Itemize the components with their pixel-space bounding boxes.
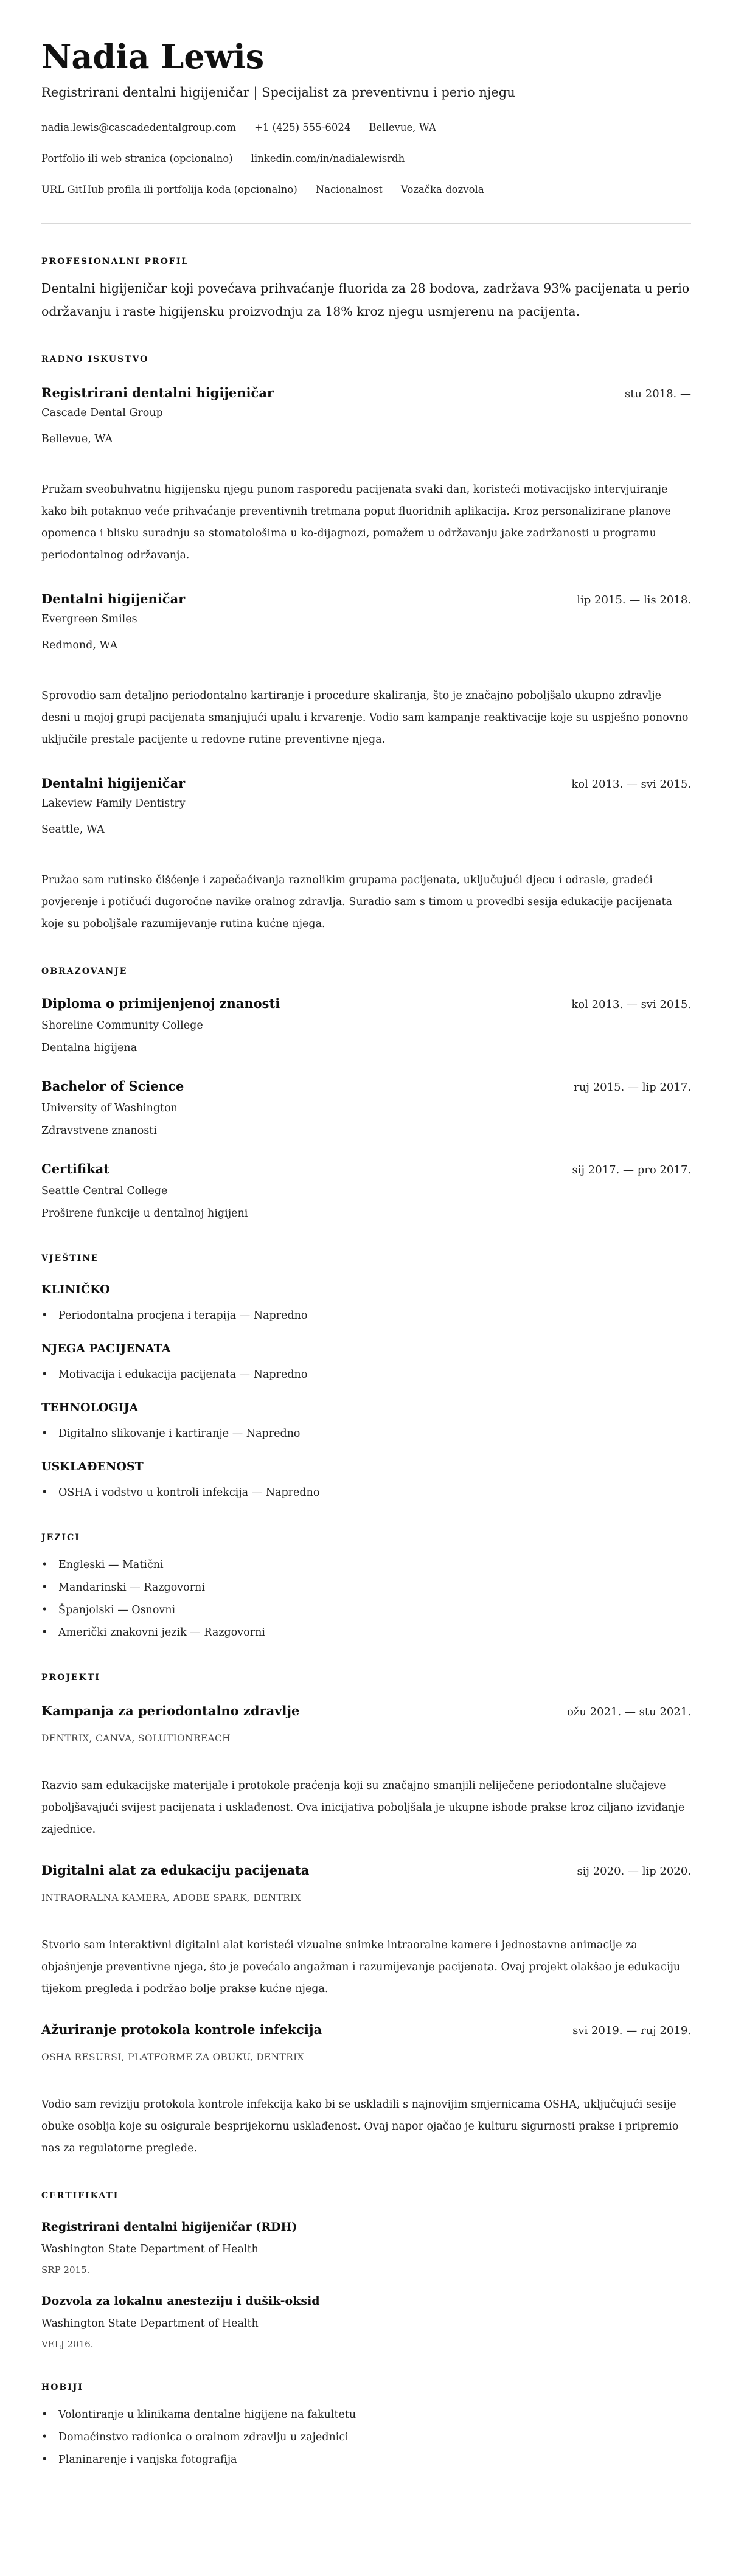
header-divider — [41, 223, 691, 224]
location: Bellevue, WA — [369, 122, 436, 133]
project-dates: sij 2020. — lip 2020. — [577, 1865, 691, 1878]
job-title: Dentalni higijeničar — [41, 776, 186, 791]
skill-category: KLINIČKO — [41, 1283, 110, 1296]
project-dates: ožu 2021. — stu 2021. — [567, 1706, 691, 1718]
project-title: Ažuriranje protokola kontrole infekcija — [41, 2022, 322, 2037]
hobby-item: • Volontiranje u klinikama dentalne higijene na fakultetu — [41, 2406, 691, 2423]
field-of-study: Dentalna higijena — [41, 1042, 137, 1054]
languages-section — [41, 1532, 691, 1641]
degree: Diploma o primijenjenoj znanosti — [41, 996, 280, 1011]
section-title: RADNO ISKUSTVO — [41, 355, 149, 364]
job-location: Seattle, WA — [41, 824, 105, 836]
certification-name: Registrirani dentalni higijeničar (RDH) — [41, 2220, 297, 2234]
candidate-name: Nadia Lewis — [41, 37, 265, 76]
education-dates: ruj 2015. — lip 2017. — [574, 1081, 691, 1094]
hobby-list — [41, 2406, 691, 2468]
skills-section — [41, 1252, 691, 1501]
project-description: Vodio sam reviziju protokola kontrole infekcija kako bi se uskladili s najnovijim smjernicama OSHA, uključujući sesije obuke osoblja koje su osigurale besprijekornu usklađenost. Ovaj napor ojačao je kulturu sigurnosti prakse i pripremio nas za regulatorne preglede. — [41, 2099, 679, 2154]
language-item: • Američki znakovni jezik — Razgovorni — [41, 1624, 691, 1641]
language-item: • Engleski — Matični — [41, 1557, 691, 1574]
project-tech: OSHA RESURSI, PLATFORME ZA OBUKU, DENTRIX — [41, 2052, 304, 2063]
job-title: Dentalni higijeničar — [41, 591, 186, 606]
contact-row — [41, 182, 691, 197]
language-list — [41, 1557, 691, 1641]
field-of-study: Proširene funkcije u dentalnoj higijeni — [41, 1207, 248, 1220]
certification-issuer: Washington State Department of Health — [41, 2317, 259, 2330]
project-title: Kampanja za periodontalno zdravlje — [41, 1703, 300, 1718]
skill-category: NJEGA PACIJENATA — [41, 1342, 171, 1355]
job-location: Bellevue, WA — [41, 433, 113, 445]
education-dates: sij 2017. — pro 2017. — [572, 1164, 691, 1176]
skill-list — [41, 1484, 691, 1501]
job-entry — [41, 384, 691, 566]
project-dates: svi 2019. — ruj 2019. — [572, 2024, 691, 2037]
section-title: VJEŠTINE — [41, 1254, 99, 1263]
portfolio-link[interactable]: Portfolio ili web stranica (opcionalno) — [41, 153, 233, 164]
skill-category: TEHNOLOGIJA — [41, 1401, 139, 1414]
job-dates: lip 2015. — lis 2018. — [577, 594, 691, 606]
profile-summary: Dentalni higijeničar koji povećava prihvaćanje fluorida za 28 bodova, zadržava 93% pacijenata u perio održavanju i raste higijensku proizvodnju za 18% kroz njegu usmjerenu na pacijenta. — [41, 281, 690, 319]
skill-item: • Digitalno slikovanje i kartiranje — Napredno — [41, 1425, 691, 1442]
skill-list — [41, 1307, 691, 1324]
job-description: Sprovodio sam detaljno periodontalno kartiranje i procedure skaliranja, što je značajno poboljšalo ukupno zdravlje desni u mojoj grupi pacijenata smanjujući upalu i krvarenje. Vodio sam kampanje reaktivacije koje su uspješno ponovno uključile prestale pacijente u redovne rutine preventivne njega. — [41, 690, 689, 746]
experience-section — [41, 353, 691, 935]
linkedin-link[interactable]: linkedin.com/in/nadialewisrdh — [251, 153, 405, 164]
job-location: Redmond, WA — [41, 639, 118, 651]
contact-row — [41, 120, 691, 135]
email-link[interactable]: nadia.lewis@cascadedentalgroup.com — [41, 122, 237, 133]
projects-section — [41, 1672, 691, 2159]
skill-list — [41, 1425, 691, 1442]
degree: Certifikat — [41, 1161, 109, 1176]
certification-entry — [41, 2218, 691, 2277]
resume-header — [41, 37, 691, 197]
field-of-study: Zdravstvene znanosti — [41, 1125, 157, 1137]
headline: Registrirani dentalni higijeničar | Specijalist za preventivnu i perio njegu — [41, 85, 515, 100]
school: University of Washington — [41, 1102, 178, 1114]
certification-issuer: Washington State Department of Health — [41, 2243, 259, 2255]
education-entry — [41, 1160, 691, 1222]
job-company: Lakeview Family Dentistry — [41, 797, 186, 810]
job-company: Evergreen Smiles — [41, 613, 137, 625]
profile-section — [41, 255, 691, 323]
hobby-item: • Planinarenje i vanjska fotografija — [41, 2451, 691, 2468]
project-description: Stvorio sam interaktivni digitalni alat koristeći vizualne snimke intraoralne kamere i jednostavne animacije za objašnjenje preventivne njega, što je povećalo angažman i razumijevanje pacijenata. Ovaj projekt olakšao je edukaciju tijekom pregleda i podržao bolje prakse kućne njega. — [41, 1939, 681, 1995]
skill-item: • Motivacija i edukacija pacijenata — Napredno — [41, 1366, 691, 1383]
skill-category: USKLAĐENOST — [41, 1460, 144, 1473]
school: Shoreline Community College — [41, 1019, 203, 1032]
hobbies-section — [41, 2381, 691, 2468]
nationality: Nacionalnost — [315, 184, 383, 195]
project-entry — [41, 1702, 691, 1841]
project-description: Razvio sam edukacijske materijale i protokole praćenja koji su značajno smanjili neliječene periodontalne slučajeve poboljšavajući svijest pacijenata i usklađenost. Ova inicijativa poboljšala je ukupne ishode prakse kroz ciljano izviđanje zajednice. — [41, 1780, 685, 1836]
section-title: PROFESIONALNI PROFIL — [41, 257, 189, 266]
certification-date: SRP 2015. — [41, 2265, 90, 2276]
section-title: OBRAZOVANJE — [41, 967, 128, 976]
skill-list — [41, 1366, 691, 1383]
certifications-section — [41, 2190, 691, 2351]
phone: +1 (425) 555-6024 — [254, 122, 351, 133]
job-entry — [41, 590, 691, 751]
section-title: HOBIJI — [41, 2383, 83, 2392]
job-title: Registrirani dentalni higijeničar — [41, 385, 274, 400]
language-item: • Španjolski — Osnovni — [41, 1602, 691, 1619]
job-dates: kol 2013. — svi 2015. — [571, 778, 691, 791]
education-entry — [41, 1077, 691, 1139]
certification-name: Dozvola za lokalnu anesteziju i dušik-oksid — [41, 2294, 320, 2308]
education-dates: kol 2013. — svi 2015. — [571, 998, 691, 1011]
section-title: JEZICI — [41, 1533, 80, 1543]
project-entry — [41, 1861, 691, 2000]
resume-page — [0, 37, 730, 2468]
certification-date: VELJ 2016. — [41, 2339, 94, 2350]
skill-item: • OSHA i vodstvo u kontroli infekcija — Napredno — [41, 1484, 691, 1501]
education-entry — [41, 995, 691, 1057]
job-description: Pružam sveobuhvatnu higijensku njegu punom rasporedu pacijenata svaki dan, koristeći motivacijsko intervjuiranje kako bih potaknuo veće prihvaćanje preventivnih tretmana poput fluoridnih aplikacija. Kroz personalizirane planove opomenca i blisku suradnju sa stomatološima u ko-dijagnozi, pomažem u održavanju jake zadržanosti u programu periodontalnog održavanja. — [41, 484, 671, 561]
project-tech: INTRAORALNA KAMERA, ADOBE SPARK, DENTRIX — [41, 1892, 301, 1903]
job-entry — [41, 774, 691, 935]
degree: Bachelor of Science — [41, 1078, 184, 1094]
contact-row — [41, 151, 691, 166]
project-entry — [41, 2021, 691, 2159]
school: Seattle Central College — [41, 1185, 168, 1197]
language-item: • Mandarinski — Razgovorni — [41, 1579, 691, 1596]
github-link[interactable]: URL GitHub profila ili portfolija koda (opcionalno) — [41, 184, 297, 195]
drivers-license: Vozačka dozvola — [400, 184, 484, 195]
hobby-item: • Domaćinstvo radionica o oralnom zdravlju u zajednici — [41, 2429, 691, 2446]
section-title: CERTIFIKATI — [41, 2191, 119, 2201]
education-section — [41, 965, 691, 1222]
project-title: Digitalni alat za edukaciju pacijenata — [41, 1863, 310, 1878]
skill-item: • Periodontalna procjena i terapija — Napredno — [41, 1307, 691, 1324]
job-description: Pružao sam rutinsko čišćenje i zapečaćivanja raznolikim grupama pacijenata, uključujući djecu i odrasle, gradeći povjerenje i potičući dugoročne navike oralnog zdravlja. Suradio sam s timom u provedbi sesija edukacije pacijenata koje su poboljšale razumijevanje rutina kućne njega. — [41, 874, 672, 930]
job-dates: stu 2018. — — [624, 387, 691, 400]
section-title: PROJEKTI — [41, 1673, 100, 1682]
certification-entry — [41, 2293, 691, 2351]
project-tech: DENTRIX, CANVA, SOLUTIONREACH — [41, 1733, 231, 1744]
job-company: Cascade Dental Group — [41, 407, 163, 419]
